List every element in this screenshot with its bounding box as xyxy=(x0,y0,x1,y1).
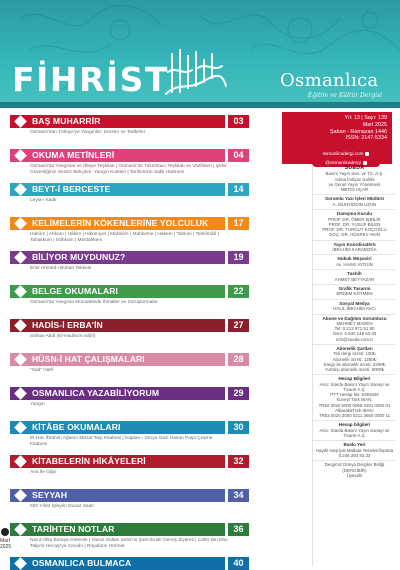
toc-page-number: 40 xyxy=(228,557,249,570)
toc-entry[interactable] xyxy=(10,146,249,180)
toc-entry[interactable] xyxy=(10,384,249,418)
toc-subtitle: Sıhhat-Abdî (El-Hadisü's-Sâbî) xyxy=(30,334,96,339)
colophon-line: AlbarakaTürk IBAN: xyxy=(335,407,374,413)
colophon-divider xyxy=(313,299,396,300)
toc-entry[interactable] xyxy=(10,112,249,146)
colophon-divider xyxy=(313,269,396,270)
logo-tagline: Eğitim ve Kültür Dergisi xyxy=(307,92,382,99)
toc-page-number: 19 xyxy=(228,251,249,264)
colophon-section xyxy=(313,211,396,237)
toc-subtitle: "Sad" Harfi xyxy=(30,368,54,373)
toc-title: OKUMA METİNLERİ xyxy=(32,150,115,160)
colophon-heading: Hesap bilgileri xyxy=(338,422,371,428)
colophon-divider xyxy=(313,209,396,210)
colophon-divider xyxy=(313,420,396,421)
header-banner xyxy=(0,0,400,108)
toc-entry[interactable] xyxy=(10,452,249,486)
issue-issn: ISSN: 2147-5334 xyxy=(345,135,387,142)
toc-page-number: 34 xyxy=(228,489,249,502)
colophon-line: Kargo ile abonelik ücreti: 2250₺ xyxy=(323,361,386,367)
colophon-line: Tek dergi ücreti: 100₺ xyxy=(333,351,376,357)
colophon-section xyxy=(313,166,396,192)
toc-title: BAŞ MUHARRİR xyxy=(32,116,101,126)
colophon-line: Dergimiz Dünya Dergiler Birliği (DERGİBİR) xyxy=(324,462,385,473)
issue-year-number: Yıl: 13 | Sayı: 139 xyxy=(344,115,387,121)
social-text: @osmanlicadergi xyxy=(325,160,361,165)
toc-title: OSMANLICA YAZABİLİYORUM xyxy=(32,388,160,398)
toc-page-number: 32 xyxy=(228,455,249,468)
toc-title: BİLİYOR MUYDUNUZ? xyxy=(32,252,126,262)
colophon-line: Basım Yayın San. ve Tic. A.Ş. xyxy=(325,171,384,177)
toc-subtitle: Yangın xyxy=(30,402,45,407)
colophon-line: PROF. DR. TURGUT KOÇOĞLU xyxy=(322,227,387,233)
rail-logo-icon xyxy=(1,528,9,536)
toc-page-number: 03 xyxy=(228,115,249,128)
colophon-line: AHMET BEYYAZAR xyxy=(334,276,375,282)
colophon-section xyxy=(313,286,396,297)
rail-date: Mart 2025 xyxy=(0,538,12,550)
colophon-line: A. MUHYİDDİN UZUN xyxy=(332,201,377,207)
toc-title: HÜSN-İ HAT ÇALIŞMALARI xyxy=(32,354,145,364)
sidebar xyxy=(256,112,396,560)
toc-title: TARİHTEN NOTLAR xyxy=(32,524,115,534)
colophon-line: Abonelik ücreti: 1250₺ xyxy=(332,356,377,362)
osmanlica-logo xyxy=(280,70,390,104)
toc-title: HADİS-İ ERBA'İN xyxy=(32,320,103,330)
toc-subtitle: El-Hac İbrahim Ağanın Mezar Taşı Kitabesi | Kaptan-ı Derya Gazi Hasan Paşa Çeşme Kitabesi xyxy=(30,436,213,447)
website-link[interactable] xyxy=(312,150,380,158)
colophon-line: Tel: 0.212 671 51 80 xyxy=(334,326,375,332)
toc-page-number: 27 xyxy=(228,319,249,332)
colophon-line: Haydit Neşriyat Matbaa Tesisleri/İsparta xyxy=(315,447,394,453)
colophon-line: ERDEM KÖYMEN xyxy=(336,291,373,297)
colophon-divider xyxy=(313,254,396,255)
colophon-line: MEHMET MADEN xyxy=(336,321,373,326)
toc-subtitle: Emir Ahmed-i Buhari Tekkesi xyxy=(30,266,92,271)
issue-hijri: Şaban - Ramazan 1446 xyxy=(330,128,387,135)
colophon-heading: Hesap Bilgileri xyxy=(338,376,371,382)
colophon-heading: Tashih xyxy=(347,271,362,277)
toc-subtitle: Osmanlı'da Yangınla Mücadelede İhmaller ve Soruşturmalar xyxy=(30,300,158,305)
colophon-section xyxy=(313,271,396,282)
colophon-line: Ticaret A.Ş. xyxy=(343,433,366,439)
toc-subtitle: Hükûm | Ahkam | Hâkim | Hâkimiyet | Mahkûm | Mahkeme | Hakem | Tahkim | Tahkîmâtî | Tahakküm | İstihkam | Müstahkem xyxy=(30,232,219,243)
toc-title: OSMANLICA BULMACA xyxy=(32,558,132,568)
colophon-heading: Abone ve Dağıtım Sorumlusu xyxy=(322,315,387,321)
colophon-line: Yurtdışı abonelik ücreti: 5000₺ xyxy=(324,367,385,373)
colophon-heading: Sosyal Medya xyxy=(339,300,370,306)
colophon-section xyxy=(313,346,396,372)
colophon-heading: Yayın Koordinatörü xyxy=(333,241,376,247)
logo-text: Osmanlıca xyxy=(280,70,379,91)
toc-subtitle: 550 Yıldır İşleyen Dunar Saati xyxy=(30,504,94,509)
colophon-divider xyxy=(313,344,396,345)
left-rail xyxy=(0,108,10,570)
colophon-line: TR82 0020 5000 0068 3301 0000 01 xyxy=(318,402,391,408)
toc-entry[interactable] xyxy=(10,282,249,316)
toc-subtitle: Osmanlı'dan Türkiye'ye Yangınlar: Dersler ve Tedbirler xyxy=(30,130,146,135)
colophon-divider xyxy=(313,314,396,315)
colophon-section xyxy=(313,376,396,418)
toc-title: KİTABELERİN HİKÂYELERİ xyxy=(32,456,146,466)
colophon-line: Adına İmtiyaz Sahibi xyxy=(334,176,375,182)
toc-page-number: 29 xyxy=(228,387,249,400)
colophon-section xyxy=(313,316,396,342)
colophon xyxy=(312,166,396,566)
toc-entry[interactable] xyxy=(10,520,249,554)
toc-subtitle: Leyla-i Kadir xyxy=(30,198,57,203)
colophon-line: PROF. DR. YUSUF BİLEN xyxy=(328,221,381,227)
colophon-section xyxy=(313,301,396,312)
colophon-section xyxy=(313,242,396,253)
colophon-line: ve Genel Yayın Yönetmeni xyxy=(328,181,381,187)
header-bottom-strip xyxy=(0,102,400,108)
toc-subtitle: Ana İle Oğul xyxy=(30,470,57,475)
toc-entry[interactable] xyxy=(10,248,249,282)
colophon-line: PTT Hesap No: 6391849 xyxy=(330,392,379,398)
colophon-line: Üyesidir xyxy=(346,472,363,478)
colophon-line: İBRAHİM KARABOĞA xyxy=(332,247,377,253)
colophon-line: TR53 0020 3000 0211 3660 0000 11 xyxy=(318,413,391,419)
toc-entry[interactable] xyxy=(10,350,249,384)
colophon-line: METİN UÇAR xyxy=(340,187,369,193)
table-of-contents xyxy=(10,112,249,570)
toc-page-number: 36 xyxy=(228,523,249,536)
colophon-section xyxy=(313,462,396,478)
toc-entry[interactable] xyxy=(10,486,249,520)
toc-entry[interactable] xyxy=(10,214,249,248)
toc-title: KELİMELERİN KÖKENLERİNE YOLCULUK xyxy=(32,218,209,228)
toc-entry[interactable] xyxy=(10,418,249,452)
toc-entry[interactable] xyxy=(10,316,249,350)
toc-page-number: 22 xyxy=(228,285,249,298)
colophon-line: info@sueda.com.tr xyxy=(336,336,373,342)
toc-page-number: 28 xyxy=(228,353,249,366)
toc-entry[interactable] xyxy=(10,180,249,214)
colophon-divider xyxy=(313,284,396,285)
colophon-divider xyxy=(313,440,396,441)
toc-title: BELGE OKUMALARI xyxy=(32,286,119,296)
colophon-line: PROF. DR. ÖMER İŞBİLİR xyxy=(328,216,381,222)
colophon-line: DOÇ. DR. HÜSREV AKIN xyxy=(329,232,380,238)
colophon-line: Ticaret A.Ş. xyxy=(343,387,366,393)
colophon-line: Av. HAKKI AYGÜN xyxy=(336,261,373,267)
website-text: osmanlicadergi.com xyxy=(322,151,364,156)
calligraphy-emblem-icon xyxy=(158,42,230,102)
colophon-line: Kuveyt Türk IBAN: xyxy=(336,397,373,403)
toc-page-number: 04 xyxy=(228,149,249,162)
colophon-heading: Grafik Tasarım xyxy=(338,286,371,291)
colophon-line: Alıcı: Süeda Basım Yayın Sanayi ve xyxy=(319,427,390,433)
colophon-section xyxy=(313,256,396,267)
colophon-line: Gsm: 0.530 148 63 83 xyxy=(332,331,377,337)
colophon-line: Alıcı: Süeda Basım Yayın Sanayi ve xyxy=(319,381,390,387)
colophon-divider xyxy=(313,240,396,241)
colophon-heading: Abonelik Şartları xyxy=(336,346,373,351)
toc-title: SEYYAH xyxy=(32,490,68,500)
toc-entry[interactable] xyxy=(10,554,249,570)
colophon-line: HALİL İBRAHİM AVCI xyxy=(333,306,376,312)
colophon-divider xyxy=(313,460,396,461)
toc-subtitle: Osmanlı'da Yangınlar ve İtfaiye Teşkilatı | Osmanlı'da Tulumbacı Teşkilatı ve Vazifeleri | Şehir Güvenliğinin Sessiz Bekçileri: Yangın Kuleleri | Tarihimizin Sakli Hazinesi xyxy=(30,164,227,175)
toc-page-number: 30 xyxy=(228,421,249,434)
issue-month: Mart 2025 xyxy=(362,121,387,128)
page-title: FİHRİST xyxy=(12,60,169,99)
toc-page-number: 17 xyxy=(228,217,249,230)
colophon-heading: Baskı Yeri xyxy=(343,442,366,448)
toc-title: KİTÂBE OKUMALARI xyxy=(32,422,121,432)
colophon-heading: Sorumlu Yazı İşleri Müdürü xyxy=(325,196,384,202)
colophon-section xyxy=(313,442,396,458)
globe-icon xyxy=(365,152,369,156)
colophon-line: 0.246 293 83 33 xyxy=(338,453,371,459)
toc-page-number: 14 xyxy=(228,183,249,196)
toc-title: BEYT-İ BERCESTE xyxy=(32,184,111,194)
colophon-heading: Hukuk Müşaviri xyxy=(337,256,372,262)
colophon-section xyxy=(313,422,396,438)
colophon-heading: SÜEDA xyxy=(344,165,365,171)
colophon-heading: Danışma Kurulu xyxy=(336,211,373,217)
toc-subtitle: Nazıl Olsa Buraya Gelecek | Yavuz Sultan Selim'in Şam'da Bir Derviş Ziyareti | Cafer Bin Ebu Talip'in Hecaşi'ye Cevabı | Rüyaların Hürmet xyxy=(30,538,228,549)
colophon-divider xyxy=(313,374,396,375)
colophon-section xyxy=(313,196,396,207)
